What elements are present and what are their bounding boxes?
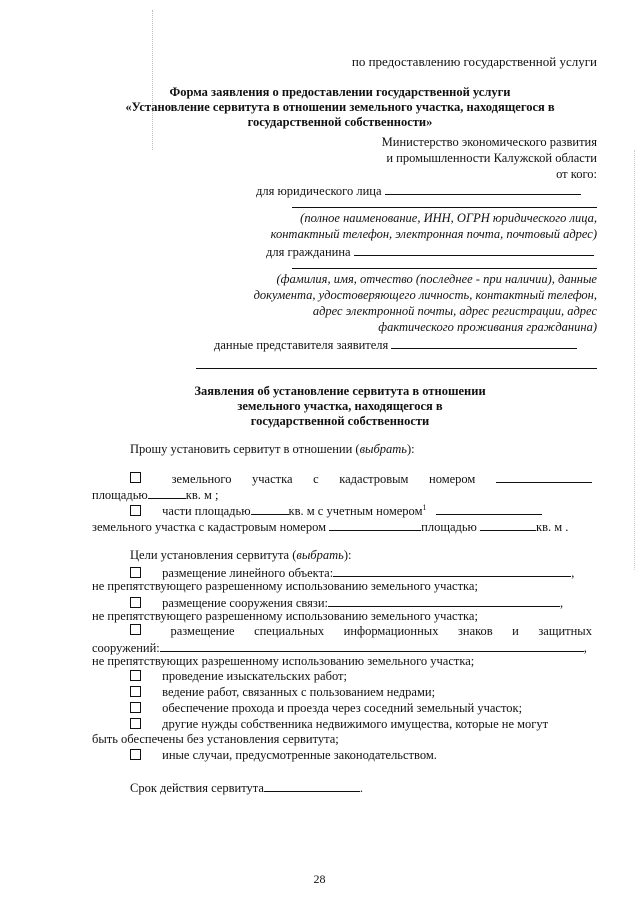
scan-edge-right <box>634 150 635 570</box>
addressee-line-1: Министерство экономического развития <box>381 135 597 149</box>
addressee-line-2: и промышленности Калужской области <box>386 151 597 165</box>
option-land-parcel-area-row: площадью кв. м ; <box>92 488 219 502</box>
term-row: Срок действия сервитута . <box>130 781 364 795</box>
purpose-communication: размещение сооружения связи: , <box>130 594 563 611</box>
citizen-hint-2: документа, удостоверяющего личность, контактный телефон, <box>253 288 597 302</box>
representative-field-2[interactable] <box>196 368 597 369</box>
option-part-parcel-checkbox[interactable] <box>130 505 141 516</box>
request-line: Прошу установить сервитут в отношении (выбрать): <box>130 442 415 456</box>
purpose-passage-checkbox[interactable] <box>130 702 141 713</box>
option-part-cadastral-field[interactable] <box>329 518 421 531</box>
legal-entity-label: для юридического лица <box>256 184 382 198</box>
option-land-parcel: земельного участка с кадастровым номером <box>130 470 592 487</box>
addressee-from: от кого: <box>556 167 597 181</box>
purpose-info-signs-cont: не препятствующих разрешенному использованию земельного участка; <box>92 654 475 668</box>
citizen-field[interactable] <box>354 243 594 256</box>
option-land-parcel-checkbox[interactable] <box>130 472 141 483</box>
purpose-other-needs-cont: быть обеспечены без установления сервитута; <box>92 732 339 746</box>
citizen-field-2[interactable] <box>292 268 597 269</box>
purpose-survey: проведение изыскательских работ; <box>130 669 347 684</box>
purpose-other-cases-checkbox[interactable] <box>130 749 141 760</box>
legal-entity-field[interactable] <box>385 182 581 195</box>
footnote-mark: 1 <box>422 502 427 512</box>
option-part-parcel-line2: земельного участка с кадастровым номером площадью кв. м . <box>92 520 569 534</box>
purpose-info-signs-line2: сооружений: , <box>92 641 587 655</box>
purpose-linear-object-field[interactable] <box>333 564 571 577</box>
purpose-passage: обеспечение прохода и проезда через соседний земельный участок; <box>130 701 522 716</box>
option-part-area-field[interactable] <box>251 502 289 515</box>
citizen-hint-3: адрес электронной почты, адрес регистрации, адрес <box>312 304 597 318</box>
term-field[interactable] <box>264 779 360 792</box>
application-title: Заявления об установление сервитута в отношении земельного участка, находящегося в государственной собственности <box>194 384 486 428</box>
purpose-linear-object: размещение линейного объекта: , <box>130 564 574 581</box>
legal-entity-field-2[interactable] <box>292 207 597 208</box>
purpose-info-signs-field[interactable] <box>160 639 584 652</box>
option-land-parcel-cadastral-field[interactable] <box>496 470 592 483</box>
option-part-parcel-area-field[interactable] <box>480 518 536 531</box>
purpose-info-signs: размещение специальных информационных знаков и защитных <box>130 624 592 639</box>
option-part-record-field[interactable] <box>436 502 542 515</box>
form-title: Форма заявления о предоставлении государственной услуги «Установление сервитута в отношении земельного участка, находящегося в государственной собственности» <box>125 85 555 129</box>
option-land-parcel-area-field[interactable] <box>148 486 186 499</box>
purpose-communication-checkbox[interactable] <box>130 597 141 608</box>
representative-row <box>214 336 577 353</box>
citizen-row <box>266 243 594 260</box>
citizen-label: для гражданина <box>266 245 351 259</box>
purpose-other-needs: другие нужды собственника недвижимого имущества, которые не могут <box>130 717 548 732</box>
header-top-line: по предоставлению государственной услуги <box>351 54 597 69</box>
legal-entity-hint-2: контактный телефон, электронная почта, почтовый адрес) <box>270 227 597 241</box>
citizen-hint-4: фактического проживания гражданина) <box>378 320 597 334</box>
purpose-info-signs-checkbox[interactable] <box>130 624 141 635</box>
purpose-communication-field[interactable] <box>328 594 560 607</box>
representative-label: данные представителя заявителя <box>214 338 389 352</box>
legal-entity-row <box>256 182 581 199</box>
purpose-linear-object-checkbox[interactable] <box>130 567 141 578</box>
purpose-survey-checkbox[interactable] <box>130 670 141 681</box>
purpose-other-needs-checkbox[interactable] <box>130 718 141 729</box>
page-number: 28 <box>313 872 326 886</box>
purpose-subsoil: ведение работ, связанных с пользованием недрами; <box>130 685 435 700</box>
purpose-subsoil-checkbox[interactable] <box>130 686 141 697</box>
purpose-linear-object-cont: не препятствующего разрешенному использованию земельного участка; <box>92 579 478 593</box>
option-part-parcel: части площадью кв. м с учетным номером$^1$ <box>130 502 542 519</box>
representative-field[interactable] <box>391 336 577 349</box>
purposes-title: Цели установления сервитута (выбрать): <box>130 548 352 562</box>
legal-entity-hint-1: (полное наименование, ИНН, ОГРН юридического лица, <box>300 211 597 225</box>
purpose-other-cases: иные случаи, предусмотренные законодательством. <box>130 748 437 763</box>
purpose-communication-cont: не препятствующего разрешенному использованию земельного участка; <box>92 609 478 623</box>
citizen-hint-1: (фамилия, имя, отчество (последнее - при наличии), данные <box>276 272 597 286</box>
